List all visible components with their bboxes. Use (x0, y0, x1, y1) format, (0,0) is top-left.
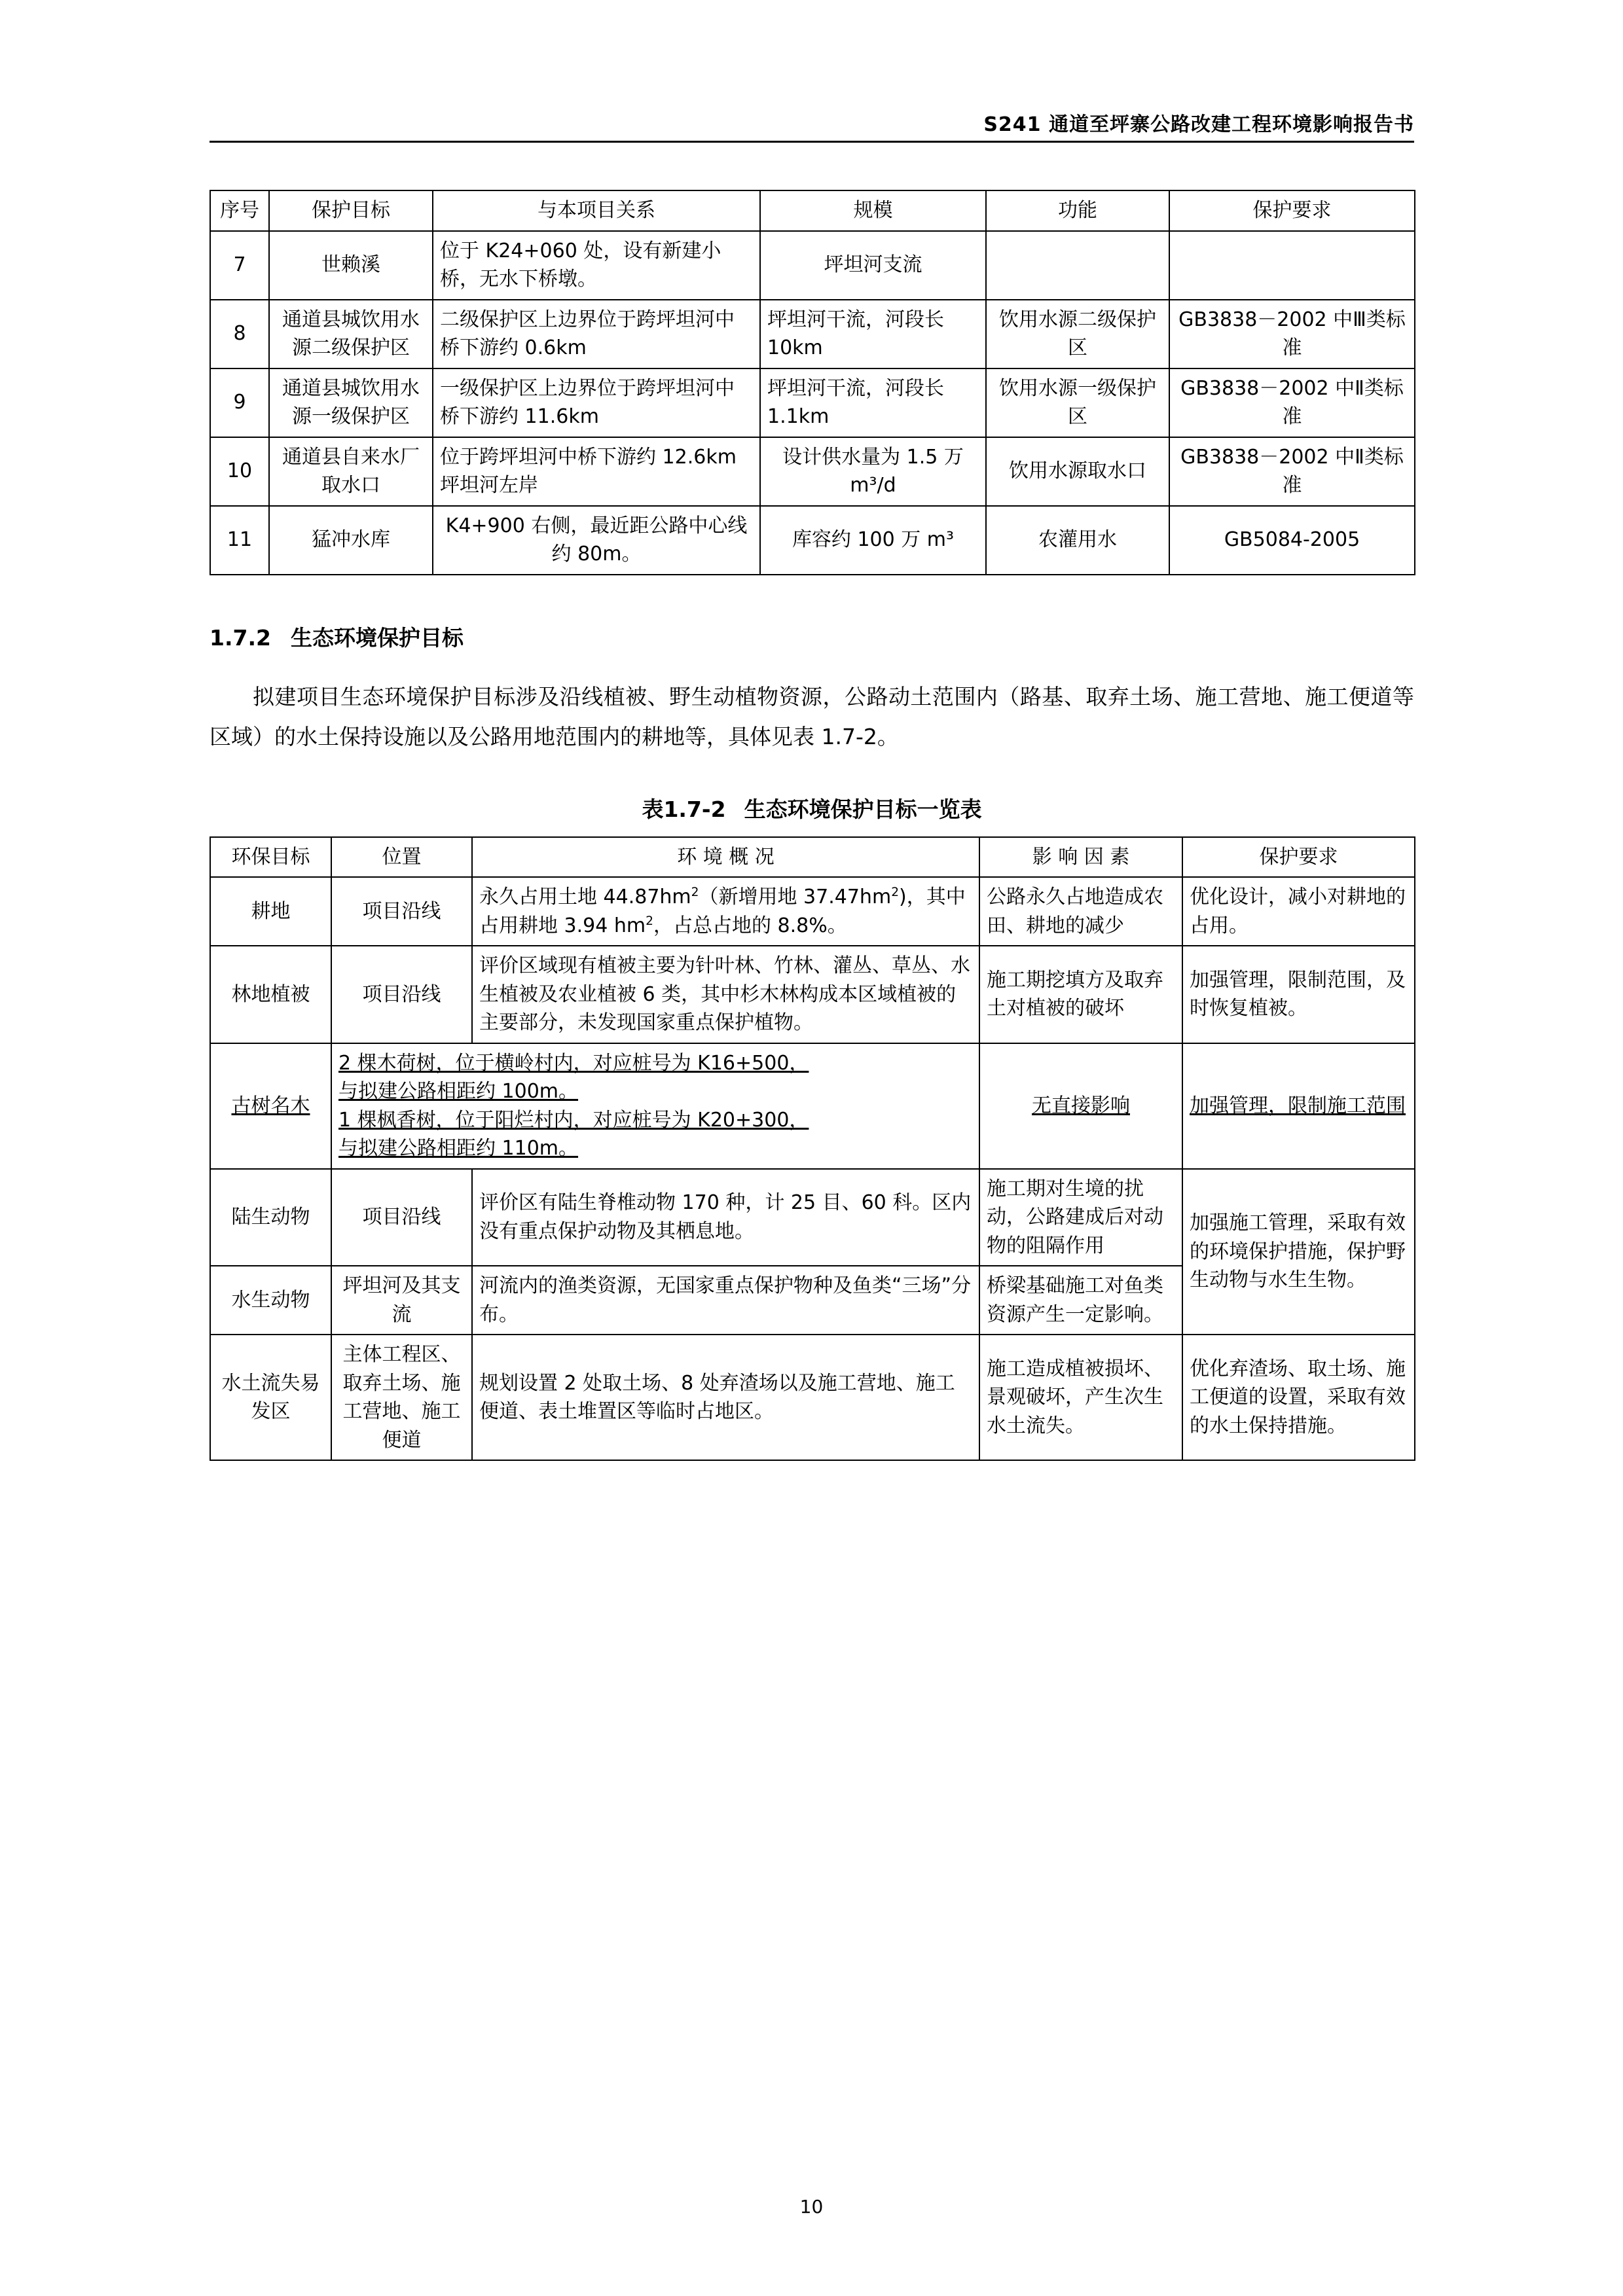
cell-requirement: GB3838－2002 中Ⅱ类标准 (1169, 368, 1415, 437)
cell-location: 项目沿线 (331, 877, 472, 946)
cell-requirement: GB3838－2002 中Ⅱ类标准 (1169, 437, 1415, 506)
cell-function: 饮用水源二级保护区 (986, 300, 1169, 368)
cell-requirement: 加强施工管理，采取有效的环境保护措施，保护野生动物与水生生物。 (1182, 1169, 1415, 1335)
section-title: 生态环境保护目标 (290, 624, 464, 651)
cell-target: 通道县自来水厂取水口 (269, 437, 433, 506)
col-header-no: 序号 (210, 190, 269, 231)
cell-scale: 设计供水量为 1.5 万 m³/d (760, 437, 986, 506)
cell-relation: K4+900 右侧，最近距公路中心线约 80m。 (433, 506, 760, 575)
cell-eco-target: 耕地 (210, 877, 331, 946)
cell-location: 项目沿线 (331, 946, 472, 1043)
cell-eco-target: 陆生动物 (210, 1169, 331, 1266)
cell-relation: 位于跨坪坦河中桥下游约 12.6km 坪坦河左岸 (433, 437, 760, 506)
caption-prefix: 表 (642, 796, 664, 822)
table-header-row (210, 837, 1415, 878)
cell-scale: 坪坦河干流，河段长 1.1km (760, 368, 986, 437)
cell-impact: 桥梁基础施工对鱼类资源产生一定影响。 (979, 1266, 1182, 1335)
cell-relation: 位于 K24+060 处，设有新建小桥，无水下桥墩。 (433, 231, 760, 300)
cell-requirement: 优化弃渣场、取土场、施工便道的设置，采取有效的水土保持措施。 (1182, 1335, 1415, 1460)
col-header-scale: 规模 (760, 190, 986, 231)
page-content (210, 190, 1414, 1461)
col-header-function: 功能 (986, 190, 1169, 231)
col-header-overview: 环 境 概 况 (472, 837, 979, 878)
col-header-location: 位置 (331, 837, 472, 878)
section-heading (210, 621, 1414, 652)
cell-impact: 公路永久占地造成农田、耕地的减少 (979, 877, 1182, 946)
section-number: 1.7.2 (210, 624, 271, 651)
cell-eco-target: 水土流失易发区 (210, 1335, 331, 1460)
section-paragraph: 拟建项目生态环境保护目标涉及沿线植被、野生动植物资源，公路动土范围内（路基、取弃土场、施工营地、施工便道等区域）的水土保持设施以及公路用地范围内的耕地等，具体见表 1.7-2。 (210, 683, 1414, 749)
cell-function: 农灌用水 (986, 506, 1169, 575)
cell-eco-target: 水生动物 (210, 1266, 331, 1335)
cell-no: 7 (210, 231, 269, 300)
col-header-target: 保护目标 (269, 190, 433, 231)
table-row (210, 1043, 1415, 1169)
cell-requirement: 优化设计，减小对耕地的占用。 (1182, 877, 1415, 946)
caption-number: 1.7-2 (663, 796, 726, 822)
cell-eco-target: 林地植被 (210, 946, 331, 1043)
cell-eco-target: 古树名木 (210, 1043, 331, 1169)
cell-location: 坪坦河及其支流 (331, 1266, 472, 1335)
header-divider (210, 141, 1414, 143)
cell-scale: 坪坦河干流，河段长 10km (760, 300, 986, 368)
cell-scale: 坪坦河支流 (760, 231, 986, 300)
table-row (210, 437, 1415, 506)
cell-target: 世赖溪 (269, 231, 433, 300)
col-header-requirement: 保护要求 (1169, 190, 1415, 231)
table-row (210, 506, 1415, 575)
cell-requirement: GB5084-2005 (1169, 506, 1415, 575)
protection-targets-table (210, 190, 1415, 575)
cell-function: 饮用水源取水口 (986, 437, 1169, 506)
cell-overview: 永久占用土地 $44.87hm^2$（新增用地 $37.47hm^2$)，其中占用耕地 3.94 $hm^2$，占总占地的 8.8%。 (472, 877, 979, 946)
cell-scale: 库容约 100 万 m³ (760, 506, 986, 575)
caption-text: 生态环境保护目标一览表 (744, 796, 982, 822)
cell-overview: 河流内的渔类资源，无国家重点保护物种及鱼类“三场”分布。 (472, 1266, 979, 1335)
table-row (210, 300, 1415, 368)
cell-impact: 无直接影响 (979, 1043, 1182, 1169)
cell-target: 猛冲水库 (269, 506, 433, 575)
cell-overview: 评价区有陆生脊椎动物 170 种，计 25 目、60 科。区内没有重点保护动物及其栖息地。 (472, 1169, 979, 1266)
table-row (210, 1169, 1415, 1266)
cell-location: 项目沿线 (331, 1169, 472, 1266)
cell-overview: 评价区域现有植被主要为针叶林、竹林、灌丛、草丛、水生植被及农业植被 6 类，其中杉木林构成本区域植被的主要部分，未发现国家重点保护植物。 (472, 946, 979, 1043)
cell-overview-ancient-trees: 2 棵木荷树，位于横岭村内，对应桩号为 K16+500， 与拟建公路相距约 100m。 1 棵枫香树，位于阳烂村内，对应桩号为 K20+300， 与拟建公路相距约 110m。 (331, 1043, 979, 1169)
table-row (210, 1335, 1415, 1460)
table-caption (210, 793, 1414, 823)
cell-requirement: 加强管理，限制施工范围 (1182, 1043, 1415, 1169)
page-header: S241 通道至坪寨公路改建工程环境影响报告书 (983, 113, 1414, 136)
cell-no: 8 (210, 300, 269, 368)
cell-requirement (1169, 231, 1415, 300)
table-row (210, 946, 1415, 1043)
page-number: 10 (799, 2196, 824, 2217)
col-header-requirement: 保护要求 (1182, 837, 1415, 878)
cell-requirement: 加强管理，限制范围，及时恢复植被。 (1182, 946, 1415, 1043)
cell-overview: 规划设置 2 处取土场、8 处弃渣场以及施工营地、施工便道、表土堆置区等临时占地区。 (472, 1335, 979, 1460)
cell-no: 9 (210, 368, 269, 437)
cell-target: 通道县城饮用水源一级保护区 (269, 368, 433, 437)
table-row (210, 368, 1415, 437)
cell-impact: 施工期对生境的扰动，公路建成后对动物的阻隔作用 (979, 1169, 1182, 1266)
cell-relation: 一级保护区上边界位于跨坪坦河中桥下游约 11.6km (433, 368, 760, 437)
cell-relation: 二级保护区上边界位于跨坪坦河中桥下游约 0.6km (433, 300, 760, 368)
table-header-row (210, 190, 1415, 231)
cell-no: 10 (210, 437, 269, 506)
table-row (210, 231, 1415, 300)
cell-requirement: GB3838－2002 中Ⅲ类标准 (1169, 300, 1415, 368)
cell-target: 通道县城饮用水源二级保护区 (269, 300, 433, 368)
cell-location: 主体工程区、取弃土场、施工营地、施工便道 (331, 1335, 472, 1460)
col-header-eco-target: 环保目标 (210, 837, 331, 878)
col-header-relation: 与本项目关系 (433, 190, 760, 231)
eco-protection-targets-table (210, 836, 1415, 1462)
cell-function (986, 231, 1169, 300)
cell-impact: 施工期挖填方及取弃土对植被的破坏 (979, 946, 1182, 1043)
cell-no: 11 (210, 506, 269, 575)
table-row (210, 877, 1415, 946)
cell-impact: 施工造成植被损坏、景观破坏，产生次生水土流失。 (979, 1335, 1182, 1460)
cell-function: 饮用水源一级保护区 (986, 368, 1169, 437)
col-header-impact: 影 响 因 素 (979, 837, 1182, 878)
